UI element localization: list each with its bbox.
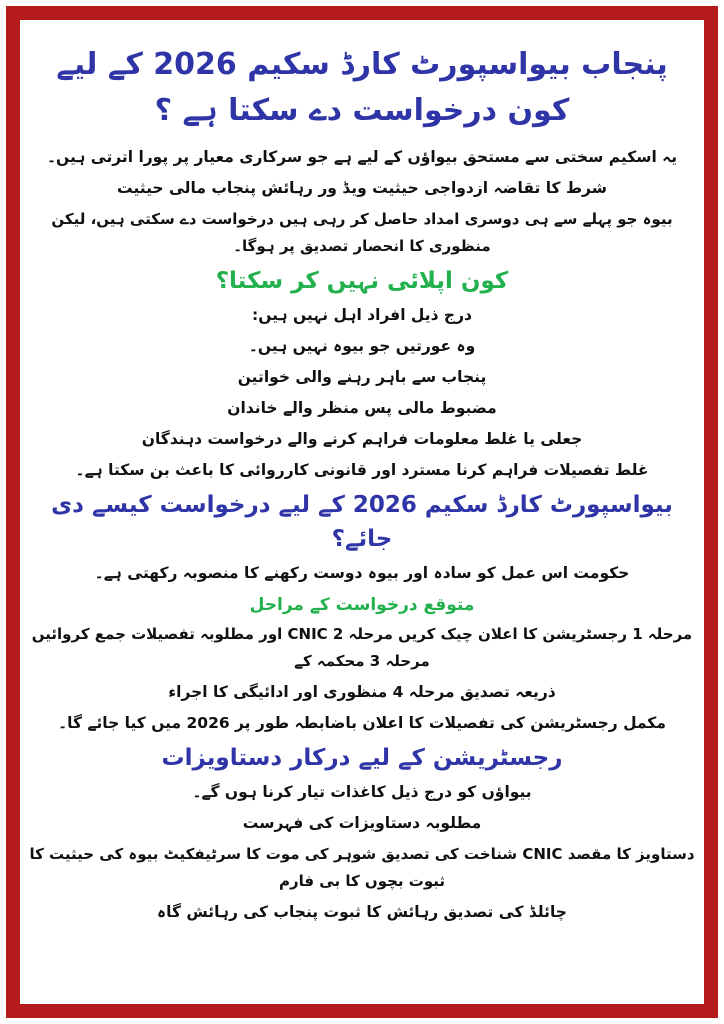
steps-line: مکمل رجسٹریشن کی تفصیلات کا اعلان باضابطہ طور پر 2026 میں کیا جائے گا۔ xyxy=(58,714,666,732)
page-border xyxy=(6,6,718,1018)
page-body xyxy=(20,20,704,1004)
not-eligible-line: جعلی یا غلط معلومات فراہم کرنے والے درخواست دہندگان xyxy=(141,430,583,448)
page-title: پنجاب بیواسپورٹ کارڈ سکیم 2026 کے لیے کون درخواست دے سکتا ہے ؟ xyxy=(56,47,668,128)
not-eligible-heading: کون اپلائی نہیں کر سکتا؟ xyxy=(215,268,509,294)
article xyxy=(28,42,696,926)
how-to-apply-heading: بیواسپورٹ کارڈ سکیم 2026 کے لیے درخواست کیسے دی جائے؟ xyxy=(51,492,673,552)
eligibility-line: یہ اسکیم سختی سے مستحق بیواؤں کے لیے ہے جو سرکاری معیار پر پورا اترتی ہیں۔ xyxy=(46,148,678,166)
documents-line: چائلڈ کی تصدیق رہائش کا ثبوت پنجاب کی رہائش گاہ xyxy=(157,903,567,921)
documents-line: بیواؤں کو درج ذیل کاغذات تیار کرنا ہوں گے۔ xyxy=(192,783,532,801)
steps-subheading: متوقع درخواست کے مراحل xyxy=(249,595,475,615)
not-eligible-line: مضبوط مالی پس منظر والے خاندان xyxy=(227,399,497,417)
not-eligible-line: پنجاب سے باہر رہنے والی خواتین xyxy=(237,368,487,386)
steps-line: ذریعہ تصدیق مرحلہ 4 منظوری اور ادائیگی کا اجراء xyxy=(168,683,556,701)
not-eligible-section xyxy=(28,264,696,484)
eligibility-section xyxy=(28,144,696,260)
documents-heading: رجسٹریشن کے لیے درکار دستاویزات xyxy=(161,745,563,771)
how-to-apply-intro: حکومت اس عمل کو سادہ اور بیوہ دوست رکھنے کا منصوبہ رکھتی ہے۔ xyxy=(94,564,630,582)
eligibility-line: بیوہ جو پہلے سے ہی دوسری امداد حاصل کر رہی ہیں درخواست دے سکتی ہیں، لیکن منظوری کا انحصار تصدیق پر ہوگا۔ xyxy=(51,210,673,255)
not-eligible-line: وہ عورتیں جو بیوہ نہیں ہیں۔ xyxy=(248,337,476,355)
eligibility-line: شرط کا تقاضہ ازدواجی حیثیت ویڈ ور رہائش پنجاب مالی حیثیت xyxy=(117,179,607,197)
documents-line: دستاویز کا مقصد CNIC شناخت کی تصدیق شوہر کی موت کا سرٹیفکیٹ بیوہ کی حیثیت کا ثبوت بچوں کا بی فارم xyxy=(29,845,695,890)
documents-line: مطلوبہ دستاویزات کی فہرست xyxy=(242,814,482,832)
not-eligible-line: درج ذیل افراد اہل نہیں ہیں: xyxy=(252,306,472,324)
how-to-apply-section xyxy=(28,488,696,737)
not-eligible-line: غلط تفصیلات فراہم کرنا مسترد اور قانونی کارروائی کا باعث بن سکتا ہے۔ xyxy=(75,461,649,479)
documents-section xyxy=(28,741,696,926)
steps-line: مرحلہ 1 رجسٹریشن کا اعلان چیک کریں مرحلہ CNIC 2 اور مطلوبہ تفصیلات جمع کروائیں مرحلہ 3 محکمہ کے xyxy=(31,625,693,670)
